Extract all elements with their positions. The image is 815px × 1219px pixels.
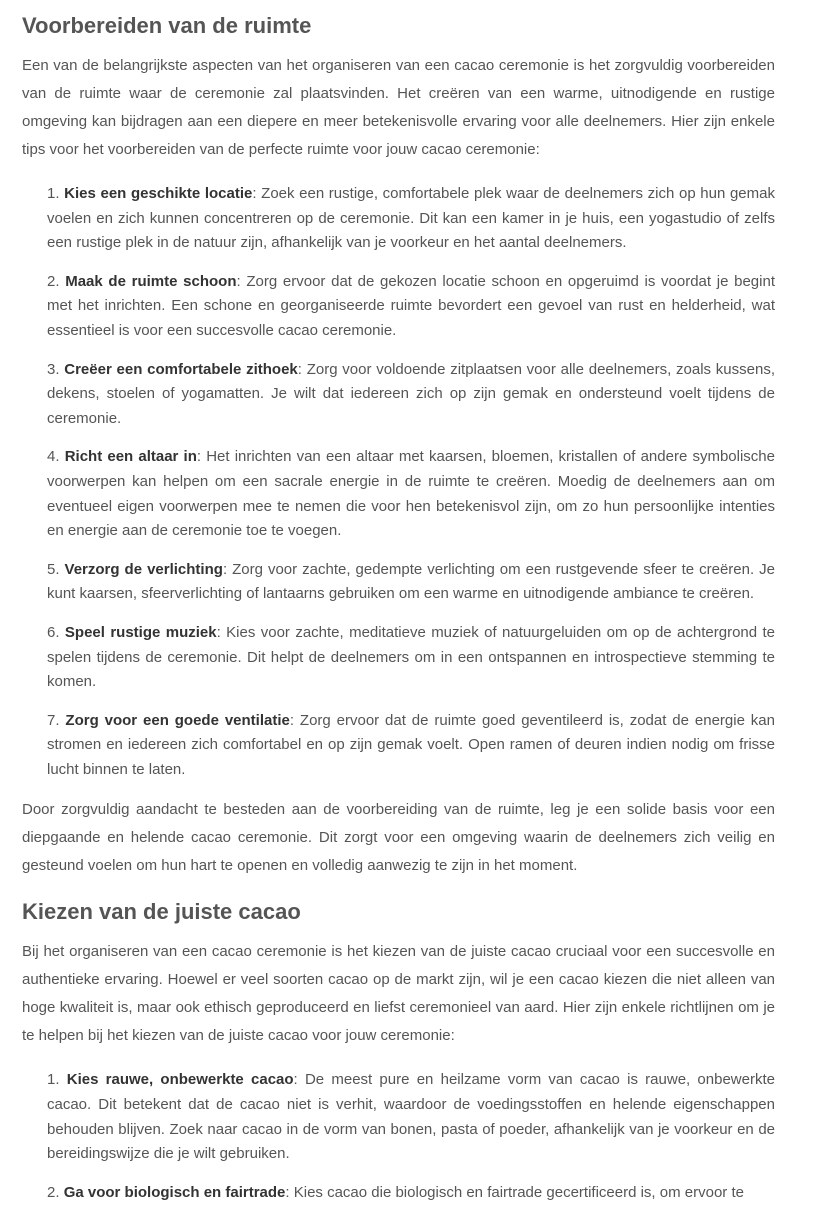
section-heading-cacao: Kiezen van de juiste cacao [22,899,301,925]
section-heading-ruimte: Voorbereiden van de ruimte [22,13,312,38]
article [22,0,775,1219]
section-intro-cacao: Bij het organiseren van een cacao ceremonie is het kiezen van de juiste cacao cruciaal voor een succesvolle en authentieke ervaring. Hoewel er veel soorten cacao op de markt zijn, wil je een cacao kiezen die niet alleen van hoge kwaliteit is, maar ook ethisch geproduceerd en liefst ceremonieel van aard. Hier zijn enkele richtlijnen om je te helpen bij het kiezen van de juiste cacao voor jouw ceremonie: [22,943,775,1045]
list-item: 5. Verzorg de verlichting: Zorg voor zachte, gedempte verlichting om een rustgevende sfeer te creëren. Je kunt kaarsen, sfeerverlichting of lantaarns gebruiken om een warme en uitnodigende ambiance te creëren. [47,560,775,603]
list-item: 2. Maak de ruimte schoon: Zorg ervoor dat de gekozen locatie schoon en opgeruimd is voordat je begint met het inrichten. Een schone en georganiseerde ruimte bevordert een gevoel van rust en helderheid, wat essentieel is voor een succesvolle cacao ceremonie. [47,272,775,339]
section-intro-ruimte: Een van de belangrijkste aspecten van het organiseren van een cacao ceremonie is het zorgvuldig voorbereiden van de ruimte waar de ceremonie zal plaatsvinden. Het creëren van een warme, uitnodigende en rustige omgeving kan bijdragen aan een diepere en meer betekenisvolle ervaring voor alle deelnemers. Hier zijn enkele tips voor het voorbereiden van de perfecte ruimte voor jouw cacao ceremonie: [22,57,775,158]
list-item: 7. Zorg voor een goede ventilatie: Zorg ervoor dat de ruimte goed geventileerd is, zodat de energie kan stromen en iedereen zich comfortabel en op zijn gemak voelt. Open ramen of deuren indien nodig om frisse lucht binnen te laten. [47,711,775,778]
list-item: 1. Kies een geschikte locatie: Zoek een rustige, comfortabele plek waar de deelnemers zich op hun gemak voelen en zich kunnen concentreren op de ceremonie. Dit kan een kamer in je huis, een yogastudio of zelfs een rustige plek in de natuur zijn, afhankelijk van je voorkeur en het aantal deelnemers. [47,185,775,252]
tips-list-ruimte [22,182,775,782]
section-closing-ruimte: Door zorgvuldig aandacht te besteden aan de voorbereiding van de ruimte, leg je een solide basis voor een diepgaande en helende cacao ceremonie. Dit zorgt voor een omgeving waarin de deelnemers zich veilig en gesteund voelen om hun hart te openen en volledig aanwezig te zijn in het moment. [22,801,775,875]
list-item: 3. Creëer een comfortabele zithoek: Zorg voor voldoende zitplaatsen voor alle deelnemers, zoals kussens, dekens, stoelen of yogamatten. Je wilt dat iedereen zich op zijn gemak en ondersteund voelt tijdens de ceremonie. [47,360,775,427]
list-item: 6. Speel rustige muziek: Kies voor zachte, meditatieve muziek of natuurgeluiden om op de achtergrond te spelen tijdens de ceremonie. Dit helpt de deelnemers om in een ontspannen en introspectieve stemming te komen. [47,623,776,691]
list-item: 4. Richt een altaar in: Het inrichten van een altaar met kaarsen, bloemen, kristallen of andere symbolische voorwerpen kan helpen om een sacrale energie in de ruimte te creëren. Moedig de deelnemers aan om eventueel eigen voorwerpen mee te nemen die voor hen betekenisvol zijn, om zo hun persoonlijke intenties en energie aan de ceremonie toe te voegen. [47,448,775,540]
list-item: 2. Ga voor biologisch en fairtrade: Kies cacao die biologisch en fairtrade gecertificeerd is, om ervoor te [47,1183,744,1201]
list-item: 1. Kies rauwe, onbewerkte cacao: De meest pure en heilzame vorm van cacao is rauwe, onbewerkte cacao. Dit betekent dat de cacao niet is verhit, waardoor de voedingsstoffen en helende eigenschappen behouden blijven. Zoek naar cacao in de vorm van bonen, pasta of poeder, afhankelijk van je voorkeur en de bereidingswijze die je wilt gebruiken. [47,1071,775,1163]
